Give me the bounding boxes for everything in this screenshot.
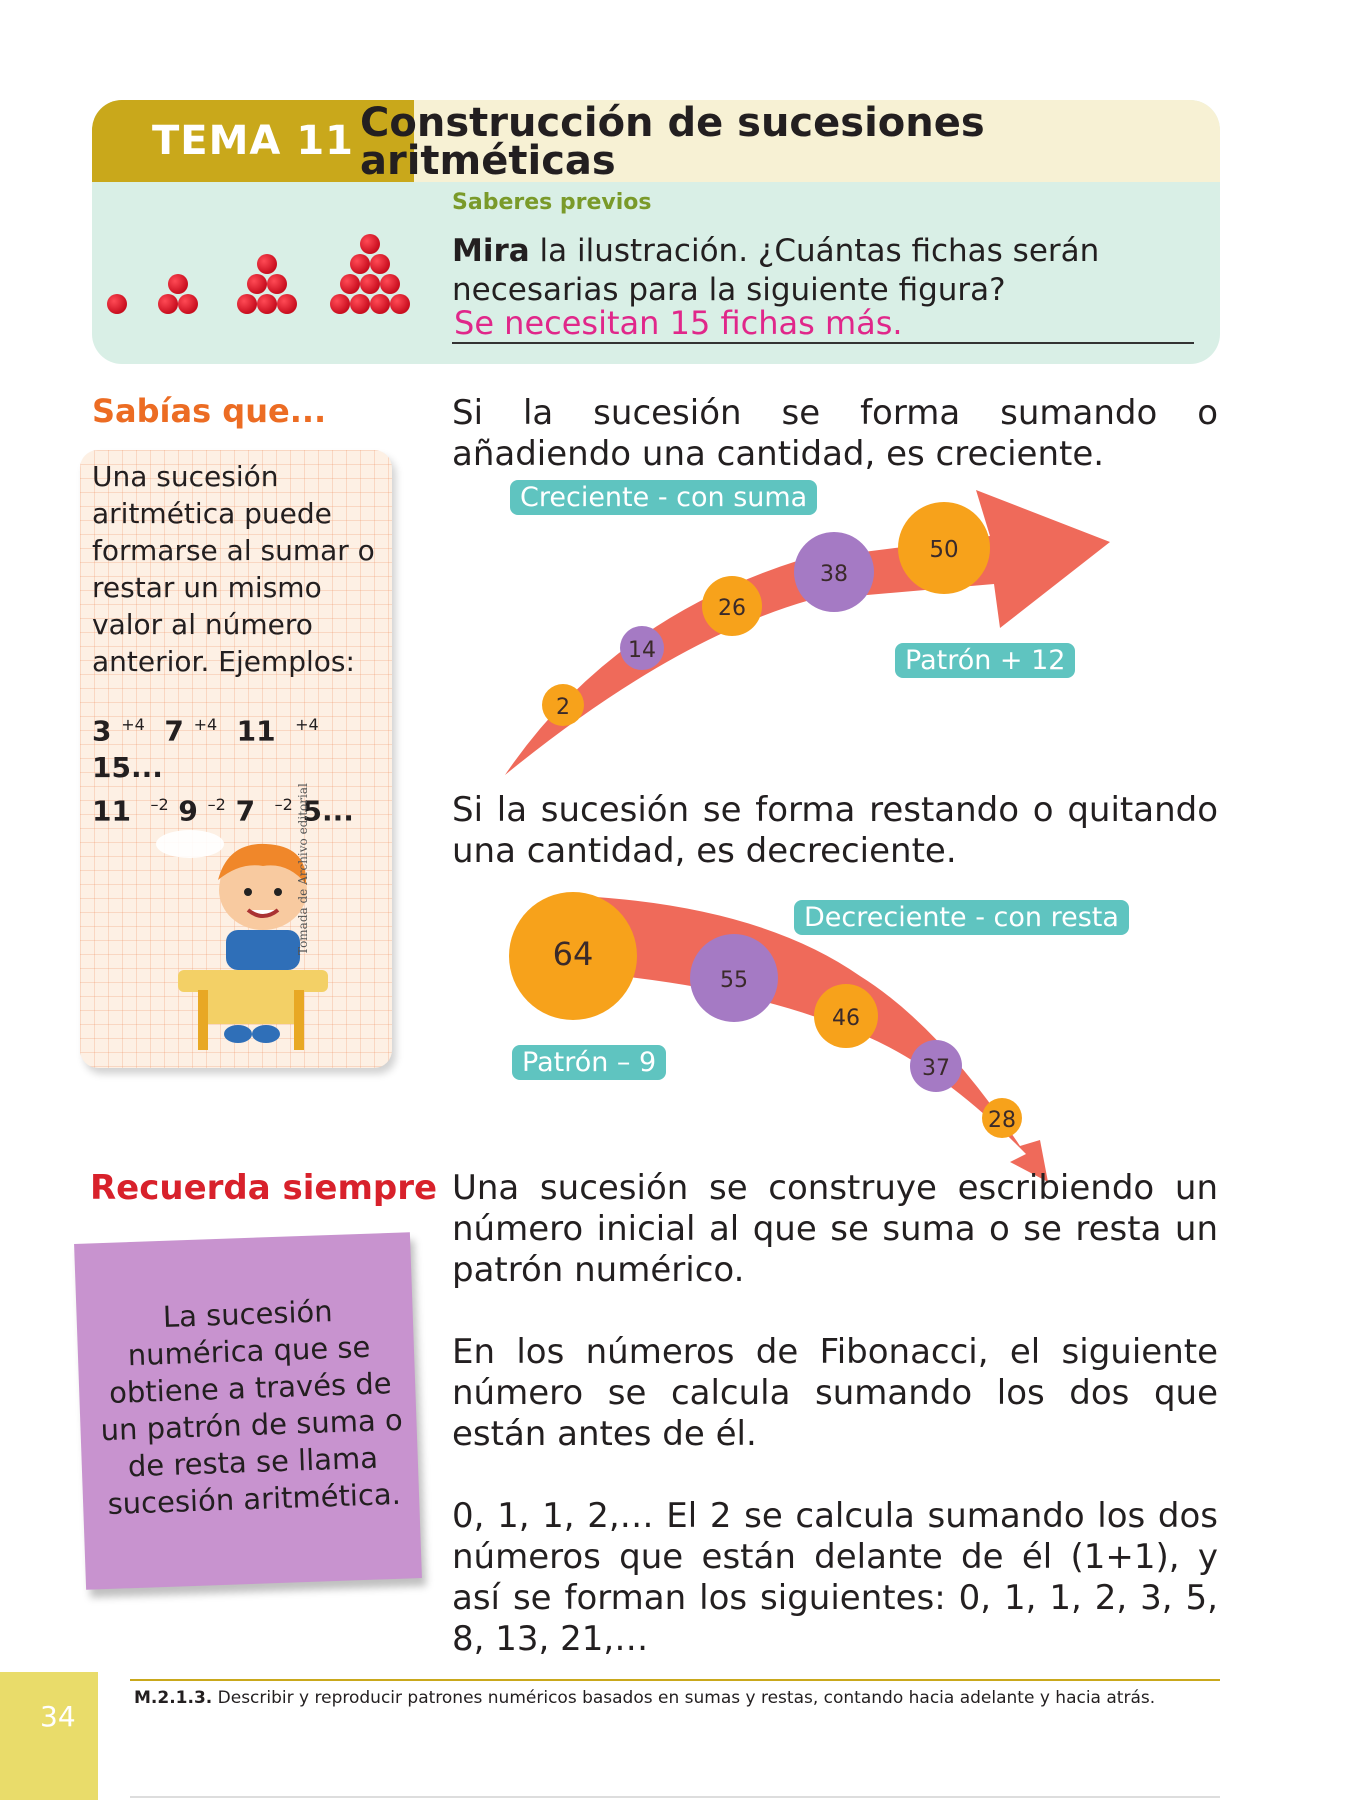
- saberes-label: Saberes previos: [452, 190, 652, 215]
- objective-text: Describir y reproducir patrones numéricos basados en sumas y restas, contando hacia adelante y hacia atrás.: [212, 1688, 1156, 1708]
- sequence-value: 14: [628, 638, 656, 663]
- sequence-value: 50: [929, 537, 959, 563]
- creciente-diagram: [500, 480, 1120, 780]
- page-title: [360, 100, 1160, 184]
- title-line-2: aritméticas: [360, 138, 616, 184]
- sequence-value: 55: [720, 968, 748, 993]
- tema-badge: TEMA 11: [92, 100, 414, 182]
- sabias-text: [92, 458, 392, 830]
- creciente-arrow: [505, 490, 1110, 775]
- paragraph-fibonacci-example: 0, 1, 1, 2,… El 2 se calcula sumando los dos números que están delante de él (1+1), y así se forman los siguientes: 0, 1, 1, 2, 3, 5, 8, 13, 21,…: [452, 1496, 1218, 1659]
- answer-line: [452, 342, 1194, 344]
- sequence-value: 46: [832, 1006, 860, 1031]
- chip-group: [107, 234, 410, 314]
- objective-code: M.2.1.3.: [134, 1688, 213, 1708]
- sequence-value: 38: [820, 562, 848, 587]
- sequence-value: 2: [556, 695, 570, 720]
- sabias-title: Sabías que...: [92, 392, 327, 430]
- page-number-box: [0, 1672, 98, 1800]
- title-line-1: Construcción de sucesiones: [360, 100, 985, 146]
- chips-illustration: [100, 232, 420, 322]
- footer-divider: [130, 1679, 1220, 1681]
- decreciente-tag: Decreciente - con resta: [794, 900, 1129, 935]
- footer-bottom-line: [130, 1796, 1220, 1798]
- decreciente-arrow: [580, 896, 1048, 1182]
- sequence-value: 28: [988, 1108, 1016, 1133]
- sequence-value: 26: [718, 596, 746, 621]
- sequence-value: 64: [552, 935, 594, 973]
- paragraph-fibonacci: En los números de Fibonacci, el siguiente número se calcula sumando los dos que están antes de él.: [452, 1332, 1218, 1454]
- sabias-body: Una sucesión aritmética puede formarse al sumar o restar un mismo valor al número anterior. Ejemplos:: [92, 460, 375, 678]
- question-text: [452, 232, 1132, 310]
- decreciente-pattern-tag: Patrón – 9: [512, 1045, 666, 1080]
- paragraph-creciente: Si la sucesión se forma sumando o añadiendo una cantidad, es creciente.: [452, 393, 1218, 474]
- image-credit: Tomada de Archivo editorial: [296, 783, 310, 955]
- footer-objective: [134, 1688, 1155, 1708]
- page-number: 34: [40, 1700, 76, 1733]
- question-bold: Mira: [452, 233, 530, 269]
- question-rest: la ilustración. ¿Cuántas fichas serán necesarias para la siguiente figura?: [452, 233, 1100, 308]
- paragraph-decreciente: Si la sucesión se forma restando o quitando una cantidad, es decreciente.: [452, 790, 1218, 871]
- example-sub: 11 $^{-2}$ 9 $^{-2}$ 7 $^{-2}$ 5...: [92, 794, 354, 828]
- paragraph-construccion: Una sucesión se construye escribiendo un número inicial al que se suma o se resta un patrón numérico.: [452, 1168, 1218, 1290]
- boy-illustration: [148, 822, 348, 1052]
- creciente-pattern-tag: Patrón + 12: [895, 643, 1075, 678]
- answer-text: Se necesitan 15 fichas más.: [454, 304, 903, 342]
- creciente-tag: Creciente - con suma: [510, 480, 817, 515]
- recuerda-text: La sucesión numérica que se obtiene a través de un patrón de suma o de resta se llama sucesión aritmética.: [100, 1294, 404, 1522]
- sequence-value: 37: [922, 1056, 950, 1081]
- example-sum: 3 $^{+4}$ 7 $^{+4}$ 11 $^{+4}$ 15...: [92, 714, 319, 785]
- recuerda-title: Recuerda siempre: [90, 1168, 438, 1208]
